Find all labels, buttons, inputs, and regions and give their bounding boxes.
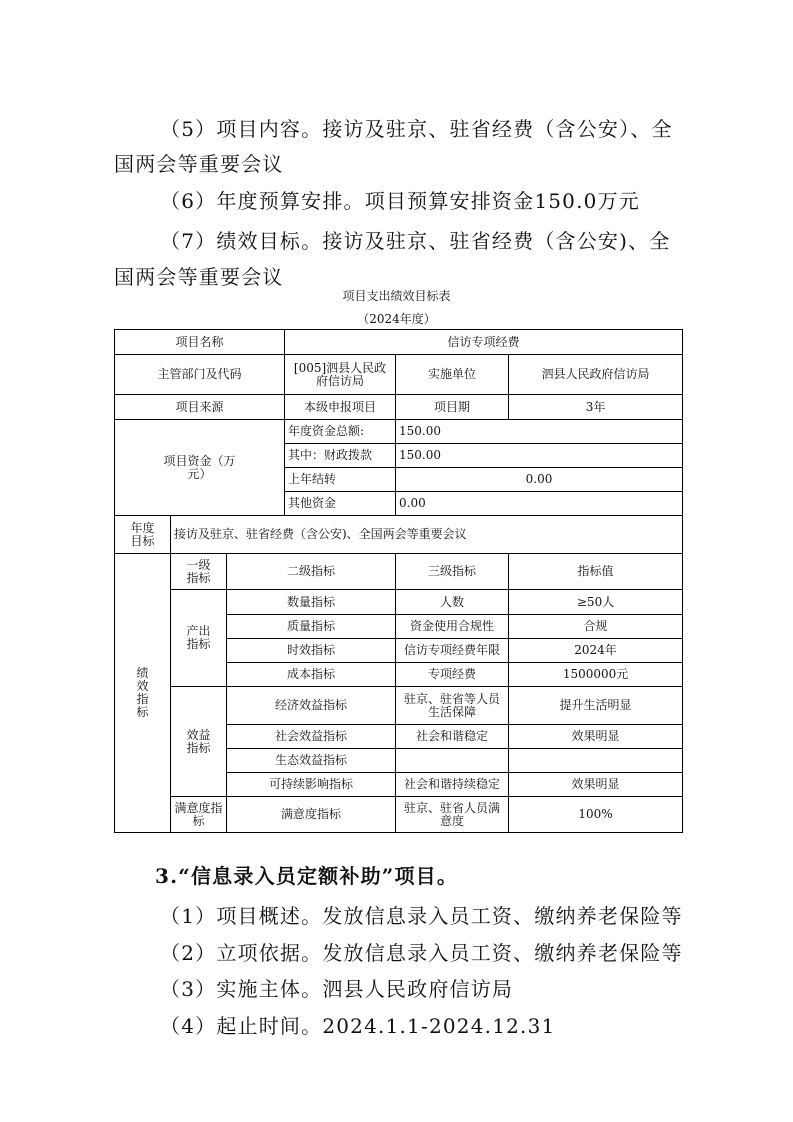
impl-unit-value: 泗县人民政府信访局 <box>509 355 683 395</box>
benefit-value: 提升生活明显 <box>509 687 683 725</box>
benefit-l2: 可持续影响指标 <box>227 773 396 797</box>
source-value: 本级申报项目 <box>285 395 396 420</box>
funds-carry-label: 上年结转 <box>285 468 396 492</box>
paragraph-project-overview: （1）项目概述。发放信息录入员工资、缴纳养老保险等 <box>160 904 683 928</box>
paragraph-performance-goal: （7）绩效目标。接访及驻京、驻省经费（含公安)、全 <box>160 229 671 253</box>
table-title: 项目支出绩效目标表 <box>342 289 451 303</box>
funds-label: 项目资金（万元） <box>115 420 285 516</box>
header-level2: 二级指标 <box>227 554 396 590</box>
project-name-label: 项目名称 <box>115 330 285 355</box>
funds-fiscal-value: 150.00 <box>396 444 683 468</box>
row-source <box>115 395 683 420</box>
benefit-l2: 经济效益指标 <box>227 687 396 725</box>
table-row <box>115 590 683 615</box>
row-funds-total <box>115 420 683 444</box>
output-value: 1500000元 <box>509 663 683 687</box>
period-label: 项目期 <box>396 395 509 420</box>
benefit-value <box>509 749 683 773</box>
benefit-l2: 社会效益指标 <box>227 725 396 749</box>
paragraph-project-content-cont: 国两会等重要会议 <box>114 152 284 176</box>
output-l3: 专项经费 <box>396 663 509 687</box>
output-value: 合规 <box>509 615 683 639</box>
benefit-indicator-label: 效益指标 <box>171 687 227 797</box>
row-annual-goal <box>115 516 683 554</box>
funds-fiscal-label: 其中：财政拨款 <box>285 444 396 468</box>
benefit-l3: 社会和谐持续稳定 <box>396 773 509 797</box>
row-department <box>115 355 683 395</box>
output-value: ≥50人 <box>509 590 683 615</box>
table-subtitle: （2024年度） <box>357 312 436 326</box>
dept-label: 主管部门及代码 <box>115 355 285 395</box>
paragraph-duration: （4）起止时间。2024.1.1-2024.12.31 <box>160 1014 556 1038</box>
paragraph-implementer: （3）实施主体。泗县人民政府信访局 <box>160 977 514 1001</box>
satisfaction-value: 100% <box>509 797 683 833</box>
benefit-value: 效果明显 <box>509 725 683 749</box>
header-level3: 三级指标 <box>396 554 509 590</box>
output-l2: 成本指标 <box>227 663 396 687</box>
funds-total-label: 年度资金总额: <box>285 420 396 444</box>
paragraph-project-basis: （2）立项依据。发放信息录入员工资、缴纳养老保险等 <box>160 941 683 965</box>
dept-value: [005]泗县人民政府信访局 <box>285 355 396 395</box>
impl-unit-label: 实施单位 <box>396 355 509 395</box>
project-name-value: 信访专项经费 <box>285 330 683 355</box>
output-l3: 信访专项经费年限 <box>396 639 509 663</box>
funds-other-value: 0.00 <box>396 492 683 516</box>
period-value: 3年 <box>509 395 683 420</box>
output-indicator-label: 产出指标 <box>171 590 227 687</box>
output-l2: 时效指标 <box>227 639 396 663</box>
section-heading: 3.“信息录入员定额补助”项目。 <box>155 864 459 888</box>
funds-carry-value: 0.00 <box>396 468 683 492</box>
benefit-l3 <box>396 749 509 773</box>
funds-total-value: 150.00 <box>396 420 683 444</box>
satisfaction-indicator-label: 满意度指标 <box>171 797 227 833</box>
output-l2: 质量指标 <box>227 615 396 639</box>
benefit-l3: 社会和谐稳定 <box>396 725 509 749</box>
output-value: 2024年 <box>509 639 683 663</box>
satisfaction-l2: 满意度指标 <box>227 797 396 833</box>
annual-goal-value: 接访及驻京、驻省经费（含公安)、全国两会等重要会议 <box>171 516 683 554</box>
row-indicator-header <box>115 554 683 590</box>
benefit-value: 效果明显 <box>509 773 683 797</box>
table-row <box>115 687 683 725</box>
benefit-l2: 生态效益指标 <box>227 749 396 773</box>
paragraph-project-content: （5）项目内容。接访及驻京、驻省经费（含公安）、全 <box>160 117 673 141</box>
perf-indicator-label: 绩效指标 <box>115 554 171 833</box>
performance-target-table <box>114 329 683 833</box>
output-l3: 资金使用合规性 <box>396 615 509 639</box>
paragraph-annual-budget: （6）年度预算安排。项目预算安排资金150.0万元 <box>160 189 640 213</box>
output-l2: 数量指标 <box>227 590 396 615</box>
output-l3: 人数 <box>396 590 509 615</box>
table-row <box>115 797 683 833</box>
paragraph-performance-goal-cont: 国两会等重要会议 <box>114 265 284 289</box>
header-value: 指标值 <box>509 554 683 590</box>
header-level1: 一级指标 <box>171 554 227 590</box>
benefit-l3: 驻京、驻省等人员生活保障 <box>396 687 509 725</box>
funds-other-label: 其他资金 <box>285 492 396 516</box>
annual-goal-label: 年度目标 <box>115 516 171 554</box>
row-project-name <box>115 330 683 355</box>
satisfaction-l3: 驻京、驻省人员满意度 <box>396 797 509 833</box>
source-label: 项目来源 <box>115 395 285 420</box>
